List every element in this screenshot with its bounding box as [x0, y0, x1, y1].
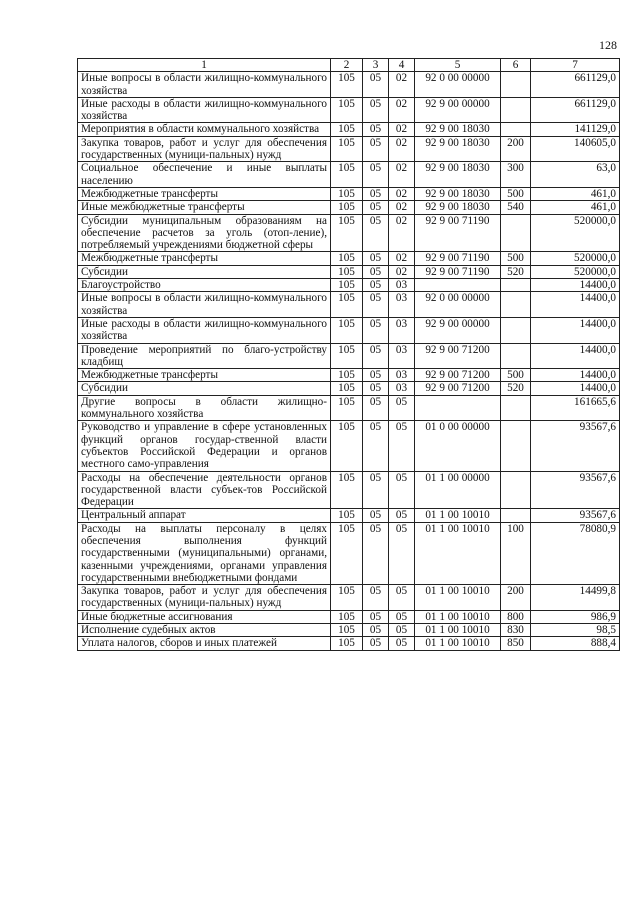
table-row — [78, 369, 620, 382]
admin-code-cell: 105 — [331, 252, 363, 265]
expense-type-cell: 100 — [501, 522, 531, 584]
target-article-cell: 01 1 00 10010 — [415, 509, 501, 522]
item-name-cell: Руководство и управление в сфере установленных функций органов государ-ственной власти субъектов Российской Федерации и органов местного само-управления — [78, 421, 331, 471]
admin-code-cell: 105 — [331, 97, 363, 123]
target-article-cell: 01 0 00 00000 — [415, 421, 501, 471]
subsection-code-cell: 02 — [389, 123, 415, 136]
amount-cell: 14400,0 — [531, 292, 620, 318]
header-cell: 2 — [331, 59, 363, 72]
target-article-cell: 92 0 00 00000 — [415, 292, 501, 318]
subsection-code-cell: 02 — [389, 162, 415, 188]
subsection-code-cell: 02 — [389, 136, 415, 162]
expense-type-cell: 200 — [501, 136, 531, 162]
item-name-cell: Расходы на выплаты персоналу в целях обеспечения выполнения функций государственными (муниципальными) органами, казенными учреждениями, органами управления государственными внебюджетными фондами — [78, 522, 331, 584]
budget-table — [77, 58, 620, 651]
amount-cell: 63,0 — [531, 162, 620, 188]
section-code-cell: 05 — [363, 123, 389, 136]
target-article-cell: 92 9 00 18030 — [415, 136, 501, 162]
admin-code-cell: 105 — [331, 214, 363, 252]
subsection-code-cell: 05 — [389, 610, 415, 623]
section-code-cell: 05 — [363, 201, 389, 214]
header-cell: 5 — [415, 59, 501, 72]
section-code-cell: 05 — [363, 509, 389, 522]
target-article-cell: 01 1 00 10010 — [415, 624, 501, 637]
admin-code-cell: 105 — [331, 471, 363, 509]
expense-type-cell: 500 — [501, 369, 531, 382]
item-name-cell: Иные бюджетные ассигнования — [78, 610, 331, 623]
amount-cell: 14400,0 — [531, 343, 620, 369]
amount-cell: 520000,0 — [531, 265, 620, 278]
admin-code-cell: 105 — [331, 343, 363, 369]
admin-code-cell: 105 — [331, 395, 363, 421]
item-name-cell: Иные межбюджетные трансферты — [78, 201, 331, 214]
subsection-code-cell: 02 — [389, 187, 415, 200]
subsection-code-cell: 03 — [389, 292, 415, 318]
admin-code-cell: 105 — [331, 585, 363, 611]
table-row — [78, 421, 620, 471]
table-row — [78, 471, 620, 509]
target-article-cell: 92 9 00 18030 — [415, 201, 501, 214]
item-name-cell: Закупка товаров, работ и услуг для обеспечения государственных (муници-пальных) нужд — [78, 136, 331, 162]
admin-code-cell: 105 — [331, 610, 363, 623]
header-cell: 3 — [363, 59, 389, 72]
subsection-code-cell: 05 — [389, 522, 415, 584]
target-article-cell: 92 9 00 71190 — [415, 265, 501, 278]
section-code-cell: 05 — [363, 252, 389, 265]
table-row — [78, 343, 620, 369]
table-row — [78, 187, 620, 200]
expense-type-cell: 500 — [501, 252, 531, 265]
item-name-cell: Исполнение судебных актов — [78, 624, 331, 637]
table-row — [78, 292, 620, 318]
subsection-code-cell: 05 — [389, 624, 415, 637]
amount-cell: 461,0 — [531, 187, 620, 200]
expense-type-cell — [501, 72, 531, 98]
table-row — [78, 123, 620, 136]
amount-cell: 520000,0 — [531, 214, 620, 252]
amount-cell: 520000,0 — [531, 252, 620, 265]
section-code-cell: 05 — [363, 265, 389, 278]
expense-type-cell — [501, 214, 531, 252]
subsection-code-cell: 05 — [389, 421, 415, 471]
table-body — [78, 72, 620, 650]
subsection-code-cell: 02 — [389, 72, 415, 98]
section-code-cell: 05 — [363, 421, 389, 471]
expense-type-cell: 540 — [501, 201, 531, 214]
subsection-code-cell: 02 — [389, 97, 415, 123]
subsection-code-cell: 03 — [389, 279, 415, 292]
amount-cell: 14499,8 — [531, 585, 620, 611]
subsection-code-cell: 03 — [389, 317, 415, 343]
subsection-code-cell: 05 — [389, 395, 415, 421]
target-article-cell: 01 1 00 10010 — [415, 522, 501, 584]
header-row — [78, 59, 620, 72]
table-row — [78, 279, 620, 292]
amount-cell: 93567,6 — [531, 509, 620, 522]
table-row — [78, 509, 620, 522]
admin-code-cell: 105 — [331, 369, 363, 382]
admin-code-cell: 105 — [331, 421, 363, 471]
table-row — [78, 201, 620, 214]
amount-cell: 661129,0 — [531, 72, 620, 98]
item-name-cell: Другие вопросы в области жилищно-коммунального хозяйства — [78, 395, 331, 421]
section-code-cell: 05 — [363, 471, 389, 509]
target-article-cell: 92 9 00 00000 — [415, 97, 501, 123]
table-row — [78, 252, 620, 265]
subsection-code-cell: 02 — [389, 214, 415, 252]
expense-type-cell — [501, 343, 531, 369]
amount-cell: 14400,0 — [531, 382, 620, 395]
target-article-cell: 01 1 00 10010 — [415, 585, 501, 611]
expense-type-cell — [501, 471, 531, 509]
table-row — [78, 624, 620, 637]
table-row — [78, 214, 620, 252]
expense-type-cell: 520 — [501, 382, 531, 395]
section-code-cell: 05 — [363, 522, 389, 584]
item-name-cell: Благоустройство — [78, 279, 331, 292]
subsection-code-cell: 03 — [389, 382, 415, 395]
target-article-cell: 92 9 00 71200 — [415, 369, 501, 382]
item-name-cell: Социальное обеспечение и иные выплаты населению — [78, 162, 331, 188]
amount-cell: 14400,0 — [531, 279, 620, 292]
expense-type-cell: 520 — [501, 265, 531, 278]
item-name-cell: Иные вопросы в области жилищно-коммунального хозяйства — [78, 72, 331, 98]
table-row — [78, 382, 620, 395]
expense-type-cell: 800 — [501, 610, 531, 623]
subsection-code-cell: 05 — [389, 637, 415, 650]
admin-code-cell: 105 — [331, 317, 363, 343]
section-code-cell: 05 — [363, 187, 389, 200]
admin-code-cell: 105 — [331, 201, 363, 214]
item-name-cell: Уплата налогов, сборов и иных платежей — [78, 637, 331, 650]
target-article-cell: 92 9 00 71200 — [415, 343, 501, 369]
admin-code-cell: 105 — [331, 136, 363, 162]
amount-cell: 461,0 — [531, 201, 620, 214]
target-article-cell: 92 9 00 18030 — [415, 162, 501, 188]
target-article-cell: 01 1 00 00000 — [415, 471, 501, 509]
section-code-cell: 05 — [363, 624, 389, 637]
item-name-cell: Межбюджетные трансферты — [78, 187, 331, 200]
item-name-cell: Центральный аппарат — [78, 509, 331, 522]
subsection-code-cell: 03 — [389, 369, 415, 382]
amount-cell: 140605,0 — [531, 136, 620, 162]
target-article-cell: 92 9 00 71190 — [415, 214, 501, 252]
section-code-cell: 05 — [363, 292, 389, 318]
table-row — [78, 610, 620, 623]
page-number: 128 — [599, 38, 617, 52]
subsection-code-cell: 05 — [389, 585, 415, 611]
item-name-cell: Расходы на обеспечение деятельности органов государственной власти субъек-тов Российской Федерации — [78, 471, 331, 509]
item-name-cell: Иные расходы в области жилищно-коммунального хозяйства — [78, 317, 331, 343]
target-article-cell: 92 9 00 18030 — [415, 123, 501, 136]
table-row — [78, 136, 620, 162]
table-row — [78, 317, 620, 343]
admin-code-cell: 105 — [331, 522, 363, 584]
table-row — [78, 97, 620, 123]
admin-code-cell: 105 — [331, 509, 363, 522]
target-article-cell: 92 9 00 71200 — [415, 382, 501, 395]
expense-type-cell: 300 — [501, 162, 531, 188]
item-name-cell: Субсидии — [78, 382, 331, 395]
target-article-cell: 01 1 00 10010 — [415, 610, 501, 623]
amount-cell: 14400,0 — [531, 317, 620, 343]
table-row — [78, 395, 620, 421]
admin-code-cell: 105 — [331, 292, 363, 318]
admin-code-cell: 105 — [331, 637, 363, 650]
target-article-cell — [415, 395, 501, 421]
expense-type-cell — [501, 97, 531, 123]
item-name-cell: Межбюджетные трансферты — [78, 252, 331, 265]
section-code-cell: 05 — [363, 72, 389, 98]
target-article-cell — [415, 279, 501, 292]
amount-cell: 161665,6 — [531, 395, 620, 421]
amount-cell: 93567,6 — [531, 471, 620, 509]
table-row — [78, 522, 620, 584]
admin-code-cell: 105 — [331, 72, 363, 98]
item-name-cell: Межбюджетные трансферты — [78, 369, 331, 382]
item-name-cell: Иные вопросы в области жилищно-коммунального хозяйства — [78, 292, 331, 318]
table-row — [78, 637, 620, 650]
section-code-cell: 05 — [363, 214, 389, 252]
admin-code-cell: 105 — [331, 624, 363, 637]
subsection-code-cell: 03 — [389, 343, 415, 369]
section-code-cell: 05 — [363, 382, 389, 395]
item-name-cell: Мероприятия в области коммунального хозяйства — [78, 123, 331, 136]
header-cell: 4 — [389, 59, 415, 72]
header-cell: 6 — [501, 59, 531, 72]
target-article-cell: 92 0 00 00000 — [415, 72, 501, 98]
section-code-cell: 05 — [363, 395, 389, 421]
amount-cell: 98,5 — [531, 624, 620, 637]
expense-type-cell: 500 — [501, 187, 531, 200]
section-code-cell: 05 — [363, 585, 389, 611]
table-row — [78, 72, 620, 98]
expense-type-cell — [501, 317, 531, 343]
subsection-code-cell: 02 — [389, 265, 415, 278]
section-code-cell: 05 — [363, 317, 389, 343]
admin-code-cell: 105 — [331, 162, 363, 188]
admin-code-cell: 105 — [331, 187, 363, 200]
expense-type-cell — [501, 123, 531, 136]
target-article-cell: 92 9 00 00000 — [415, 317, 501, 343]
item-name-cell: Субсидии — [78, 265, 331, 278]
section-code-cell: 05 — [363, 610, 389, 623]
subsection-code-cell: 05 — [389, 471, 415, 509]
expense-type-cell — [501, 395, 531, 421]
subsection-code-cell: 05 — [389, 509, 415, 522]
item-name-cell: Субсидии муниципальным образованиям на обеспечение расчетов за уголь (отоп-ление), потребляемый учреждениями бюджетной сферы — [78, 214, 331, 252]
expense-type-cell: 850 — [501, 637, 531, 650]
section-code-cell: 05 — [363, 343, 389, 369]
admin-code-cell: 105 — [331, 279, 363, 292]
admin-code-cell: 105 — [331, 265, 363, 278]
subsection-code-cell: 02 — [389, 201, 415, 214]
section-code-cell: 05 — [363, 369, 389, 382]
section-code-cell: 05 — [363, 279, 389, 292]
amount-cell: 986,9 — [531, 610, 620, 623]
section-code-cell: 05 — [363, 637, 389, 650]
item-name-cell: Закупка товаров, работ и услуг для обеспечения государственных (муници-пальных) нужд — [78, 585, 331, 611]
amount-cell: 661129,0 — [531, 97, 620, 123]
expense-type-cell: 200 — [501, 585, 531, 611]
admin-code-cell: 105 — [331, 123, 363, 136]
amount-cell: 141129,0 — [531, 123, 620, 136]
item-name-cell: Иные расходы в области жилищно-коммунального хозяйства — [78, 97, 331, 123]
amount-cell: 93567,6 — [531, 421, 620, 471]
section-code-cell: 05 — [363, 136, 389, 162]
target-article-cell: 92 9 00 71190 — [415, 252, 501, 265]
target-article-cell: 92 9 00 18030 — [415, 187, 501, 200]
amount-cell: 14400,0 — [531, 369, 620, 382]
amount-cell: 78080,9 — [531, 522, 620, 584]
expense-type-cell — [501, 509, 531, 522]
expense-type-cell: 830 — [501, 624, 531, 637]
table-row — [78, 265, 620, 278]
table-row — [78, 585, 620, 611]
expense-type-cell — [501, 421, 531, 471]
subsection-code-cell: 02 — [389, 252, 415, 265]
section-code-cell: 05 — [363, 97, 389, 123]
admin-code-cell: 105 — [331, 382, 363, 395]
header-cell: 1 — [78, 59, 331, 72]
section-code-cell: 05 — [363, 162, 389, 188]
expense-type-cell — [501, 292, 531, 318]
expense-type-cell — [501, 279, 531, 292]
amount-cell: 888,4 — [531, 637, 620, 650]
target-article-cell: 01 1 00 10010 — [415, 637, 501, 650]
table-row — [78, 162, 620, 188]
header-cell: 7 — [531, 59, 620, 72]
item-name-cell: Проведение мероприятий по благо-устройству кладбищ — [78, 343, 331, 369]
